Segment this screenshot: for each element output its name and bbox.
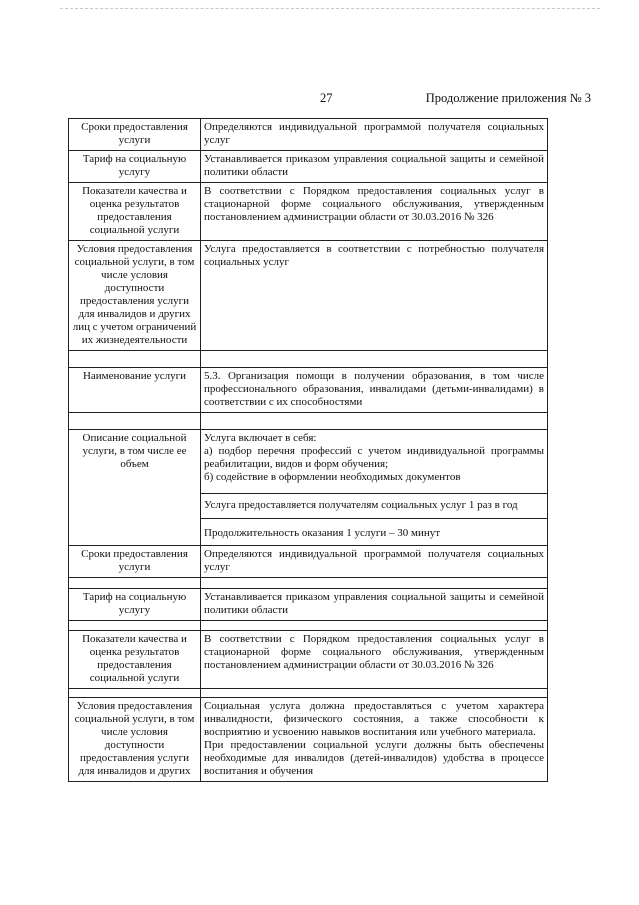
row-value (201, 698, 548, 782)
service-table (68, 118, 548, 782)
row-label: Описание социальной услуги, в том числе ее объем (69, 430, 201, 546)
table-row (69, 589, 548, 621)
table-row (69, 119, 548, 151)
table-row (69, 241, 548, 351)
row-label: Тариф на социальную услугу (69, 589, 201, 621)
scan-artifact-line (60, 8, 600, 10)
row-value: Устанавливается приказом управления социальной защиты и семейной политики области (201, 151, 548, 183)
service-frequency: Услуга предоставляется получателям социальных услуг 1 раз в год (201, 494, 548, 519)
row-value: В соответствии с Порядком предоставления социальных услуг в стационарной форме социального обслуживания, утвержденным постановлением администрации области от 30.03.2016 № 326 (201, 183, 548, 241)
service-duration: Продолжительность оказания 1 услуги – 30 минут (201, 519, 548, 546)
table-spacer (69, 351, 548, 368)
row-label: Условия предоставления социальной услуги, в том числе условия доступности предоставления услуги для инвалидов и других (69, 698, 201, 782)
description-item-b: б) содействие в оформлении необходимых документов (204, 471, 461, 483)
row-label: Наименование услуги (69, 368, 201, 413)
conditions-paragraph-1: Социальная услуга должна предоставляться с учетом характера инвалидности, физического состояния, а также способности к восприятию и усвоению навыков воспитания или учебного материала. (204, 700, 544, 738)
row-value: Устанавливается приказом управления социальной защиты и семейной политики области (201, 589, 548, 621)
table-spacer (69, 413, 548, 430)
row-label: Показатели качества и оценка результатов предоставления социальной услуги (69, 631, 201, 689)
row-value: Услуга предоставляется в соответствии с потребностью получателя социальных услуг (201, 241, 548, 351)
table-row (69, 151, 548, 183)
table-spacer (69, 621, 548, 631)
row-value: В соответствии с Порядком предоставления социальных услуг в стационарной форме социального обслуживания, утвержденным постановлением администрации области от 30.03.2016 № 326 (201, 631, 548, 689)
row-value: Определяются индивидуальной программой получателя социальных услуг (201, 546, 548, 578)
row-label: Тариф на социальную услугу (69, 151, 201, 183)
row-label: Показатели качества и оценка результатов предоставления социальной услуги (69, 183, 201, 241)
service-description (201, 430, 548, 494)
table-row (69, 698, 548, 782)
description-intro: Услуга включает в себя: (204, 432, 317, 444)
table-row (69, 430, 548, 494)
table-spacer (69, 689, 548, 698)
table-row (69, 368, 548, 413)
description-item-a: а) подбор перечня профессий с учетом индивидуальной программы реабилитации, видов и форм обучения; (204, 445, 544, 470)
row-label: Сроки предоставления услуги (69, 546, 201, 578)
table-spacer (69, 578, 548, 589)
table-row (69, 546, 548, 578)
row-label: Сроки предоставления услуги (69, 119, 201, 151)
row-value: Определяются индивидуальной программой получателя социальных услуг (201, 119, 548, 151)
row-label: Условия предоставления социальной услуги, в том числе условия доступности предоставления услуги для инвалидов и других лиц с учетом ограничений их жизнедеятельности (69, 241, 201, 351)
service-name: 5.3. Организация помощи в получении образования, в том числе профессионального образования, инвалидами (детьми-инвалидами) в соответствии с их способностями (201, 368, 548, 413)
table-row (69, 631, 548, 689)
table-row (69, 183, 548, 241)
conditions-paragraph-2: При предоставлении социальной услуги должны быть обеспечены необходимые для инвалидов (детей-инвалидов) удобства в процессе воспитания и обучения (204, 739, 544, 777)
appendix-continuation-label: Продолжение приложения № 3 (425, 91, 591, 105)
page-number: 27 (320, 91, 333, 105)
